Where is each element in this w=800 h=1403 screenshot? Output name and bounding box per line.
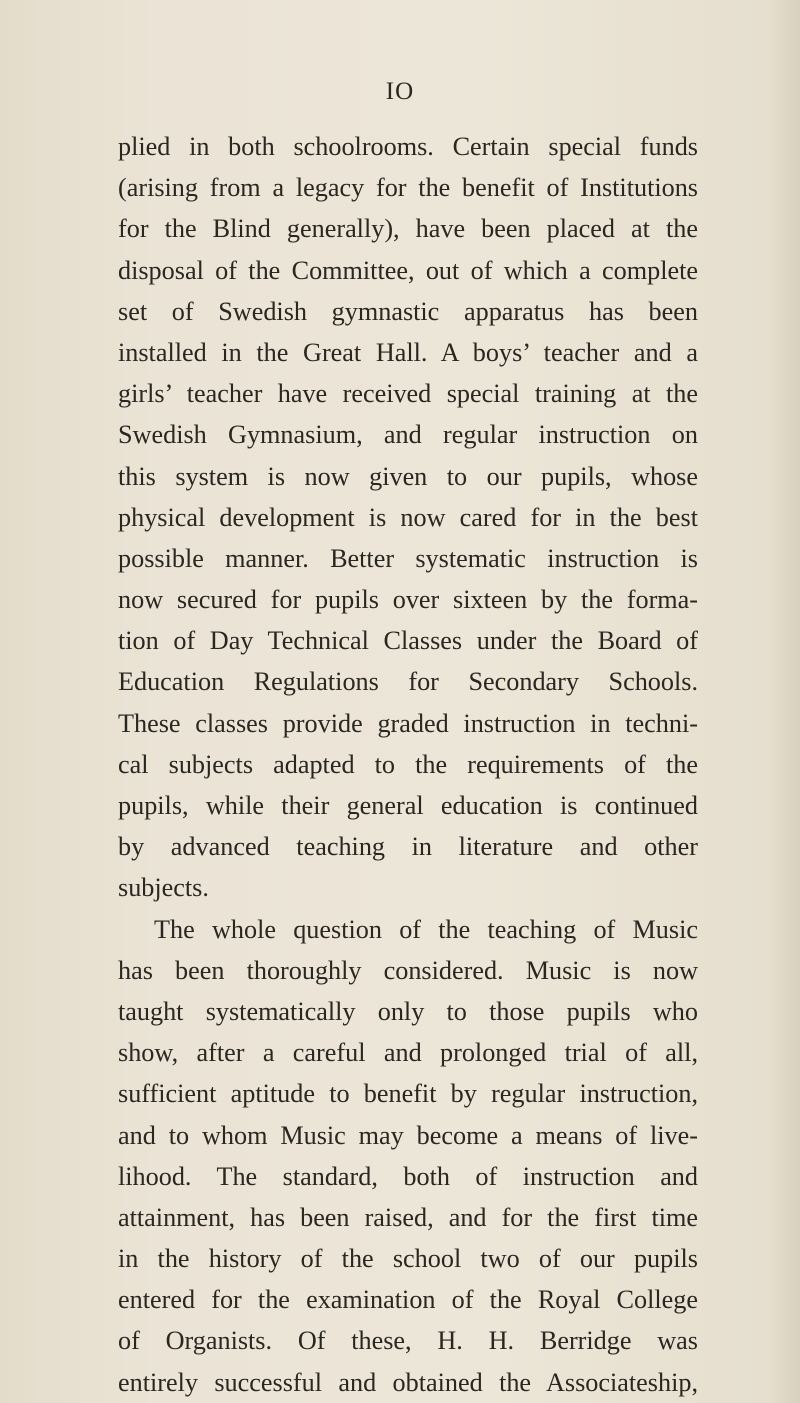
text-line: in the history of the school two of our pupils (118, 1244, 698, 1274)
text-line: cal subjects adapted to the requirements of the (118, 749, 698, 779)
text-line: by advanced teaching in literature and other (118, 832, 698, 862)
text-line: entirely successful and obtained the Associateship, (118, 1367, 698, 1397)
text-line: (arising from a legacy for the benefit of Institutions (118, 173, 698, 203)
text-line: lihood. The standard, both of instruction and (118, 1161, 698, 1191)
text-line: possible manner. Better systematic instruction is (118, 543, 698, 573)
text-line: and to whom Music may become a means of live- (118, 1120, 698, 1150)
text-line: plied in both schoolrooms. Certain special funds (118, 132, 698, 161)
text-line: installed in the Great Hall. A boys’ teacher and a (118, 337, 698, 367)
text-line: attainment, has been raised, and for the first time (118, 1202, 698, 1232)
text-line: has been thoroughly considered. Music is now (118, 955, 698, 985)
text-line: sufficient aptitude to benefit by regular instruction, (118, 1079, 698, 1109)
body-text (118, 126, 698, 1403)
text-line: show, after a careful and prolonged trial of all, (118, 1038, 698, 1068)
text-line: pupils, while their general education is continued (118, 791, 698, 820)
text-line: taught systematically only to those pupils who (118, 996, 698, 1026)
text-line: set of Swedish gymnastic apparatus has been (118, 296, 698, 326)
text-line: disposal of the Committee, out of which a complete (118, 255, 698, 285)
text-line: for the Blind generally), have been placed at the (118, 214, 698, 244)
text-line: entered for the examination of the Royal College (118, 1285, 698, 1315)
text-line: Education Regulations for Secondary Schools. (118, 667, 698, 697)
text-line: tion of Day Technical Classes under the Board of (118, 626, 698, 656)
text-line: Swedish Gymnasium, and regular instruction on (118, 420, 698, 450)
text-line: physical development is now cared for in the best (118, 502, 698, 532)
text-line: girls’ teacher have received special training at the (118, 379, 698, 409)
text-line: The whole question of the teaching of Music (154, 914, 698, 944)
text-line: this system is now given to our pupils, whose (118, 461, 698, 491)
page-number: IO (385, 78, 415, 105)
text-line: now secured for pupils over sixteen by the forma- (118, 585, 698, 615)
text-line: subjects. (118, 873, 209, 903)
text-line: These classes provide graded instruction in techni- (118, 708, 698, 738)
text-line: of Organists. Of these, H. H. Berridge was (118, 1326, 698, 1356)
